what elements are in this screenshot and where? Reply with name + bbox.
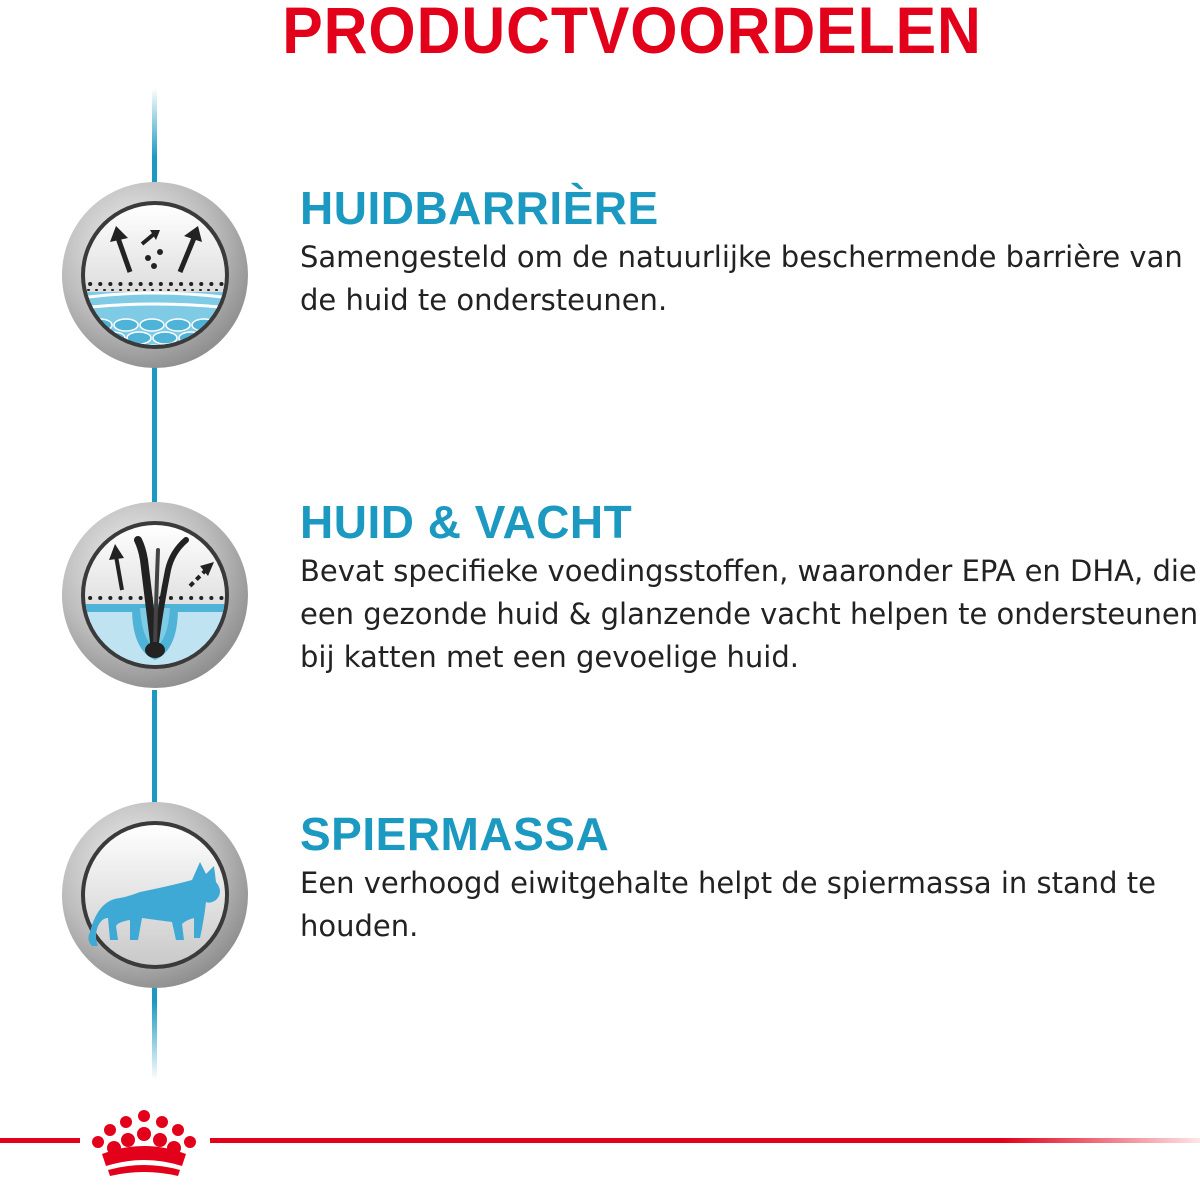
footer-divider [210,1138,1200,1143]
benefit-title: SPIERMASSA [300,808,610,860]
skin-barrier-icon [60,180,250,370]
benefit-title: HUID & VACHT [300,496,633,548]
timeline-segment [152,88,157,188]
benefit-skin-barrier [300,180,1200,322]
benefit-title: HUIDBARRIÈRE [300,182,659,234]
footer-divider [0,1138,80,1143]
benefit-text: Een verhoogd eiwitgehalte helpt de spiermassa in stand te houden. [300,866,1156,943]
benefit-muscle-mass [300,806,1200,948]
benefit-text: Bevat specifieke voedingsstoffen, waaronder EPA en DHA, die een gezonde huid & glanzende vacht helpen te ondersteunen bij katten met een gevoelige huid. [300,554,1199,674]
page-title: PRODUCTVOORDELEN [282,0,982,67]
hair-follicle-icon [60,500,250,690]
timeline-segment [152,352,157,502]
cat-silhouette-icon [60,800,250,990]
benefit-text: Samengesteld om de natuurlijke beschermende barrière van de huid te ondersteunen. [300,240,1183,317]
timeline-segment [152,690,157,802]
benefit-skin-coat [300,494,1200,679]
crown-logo-icon [84,1108,204,1178]
